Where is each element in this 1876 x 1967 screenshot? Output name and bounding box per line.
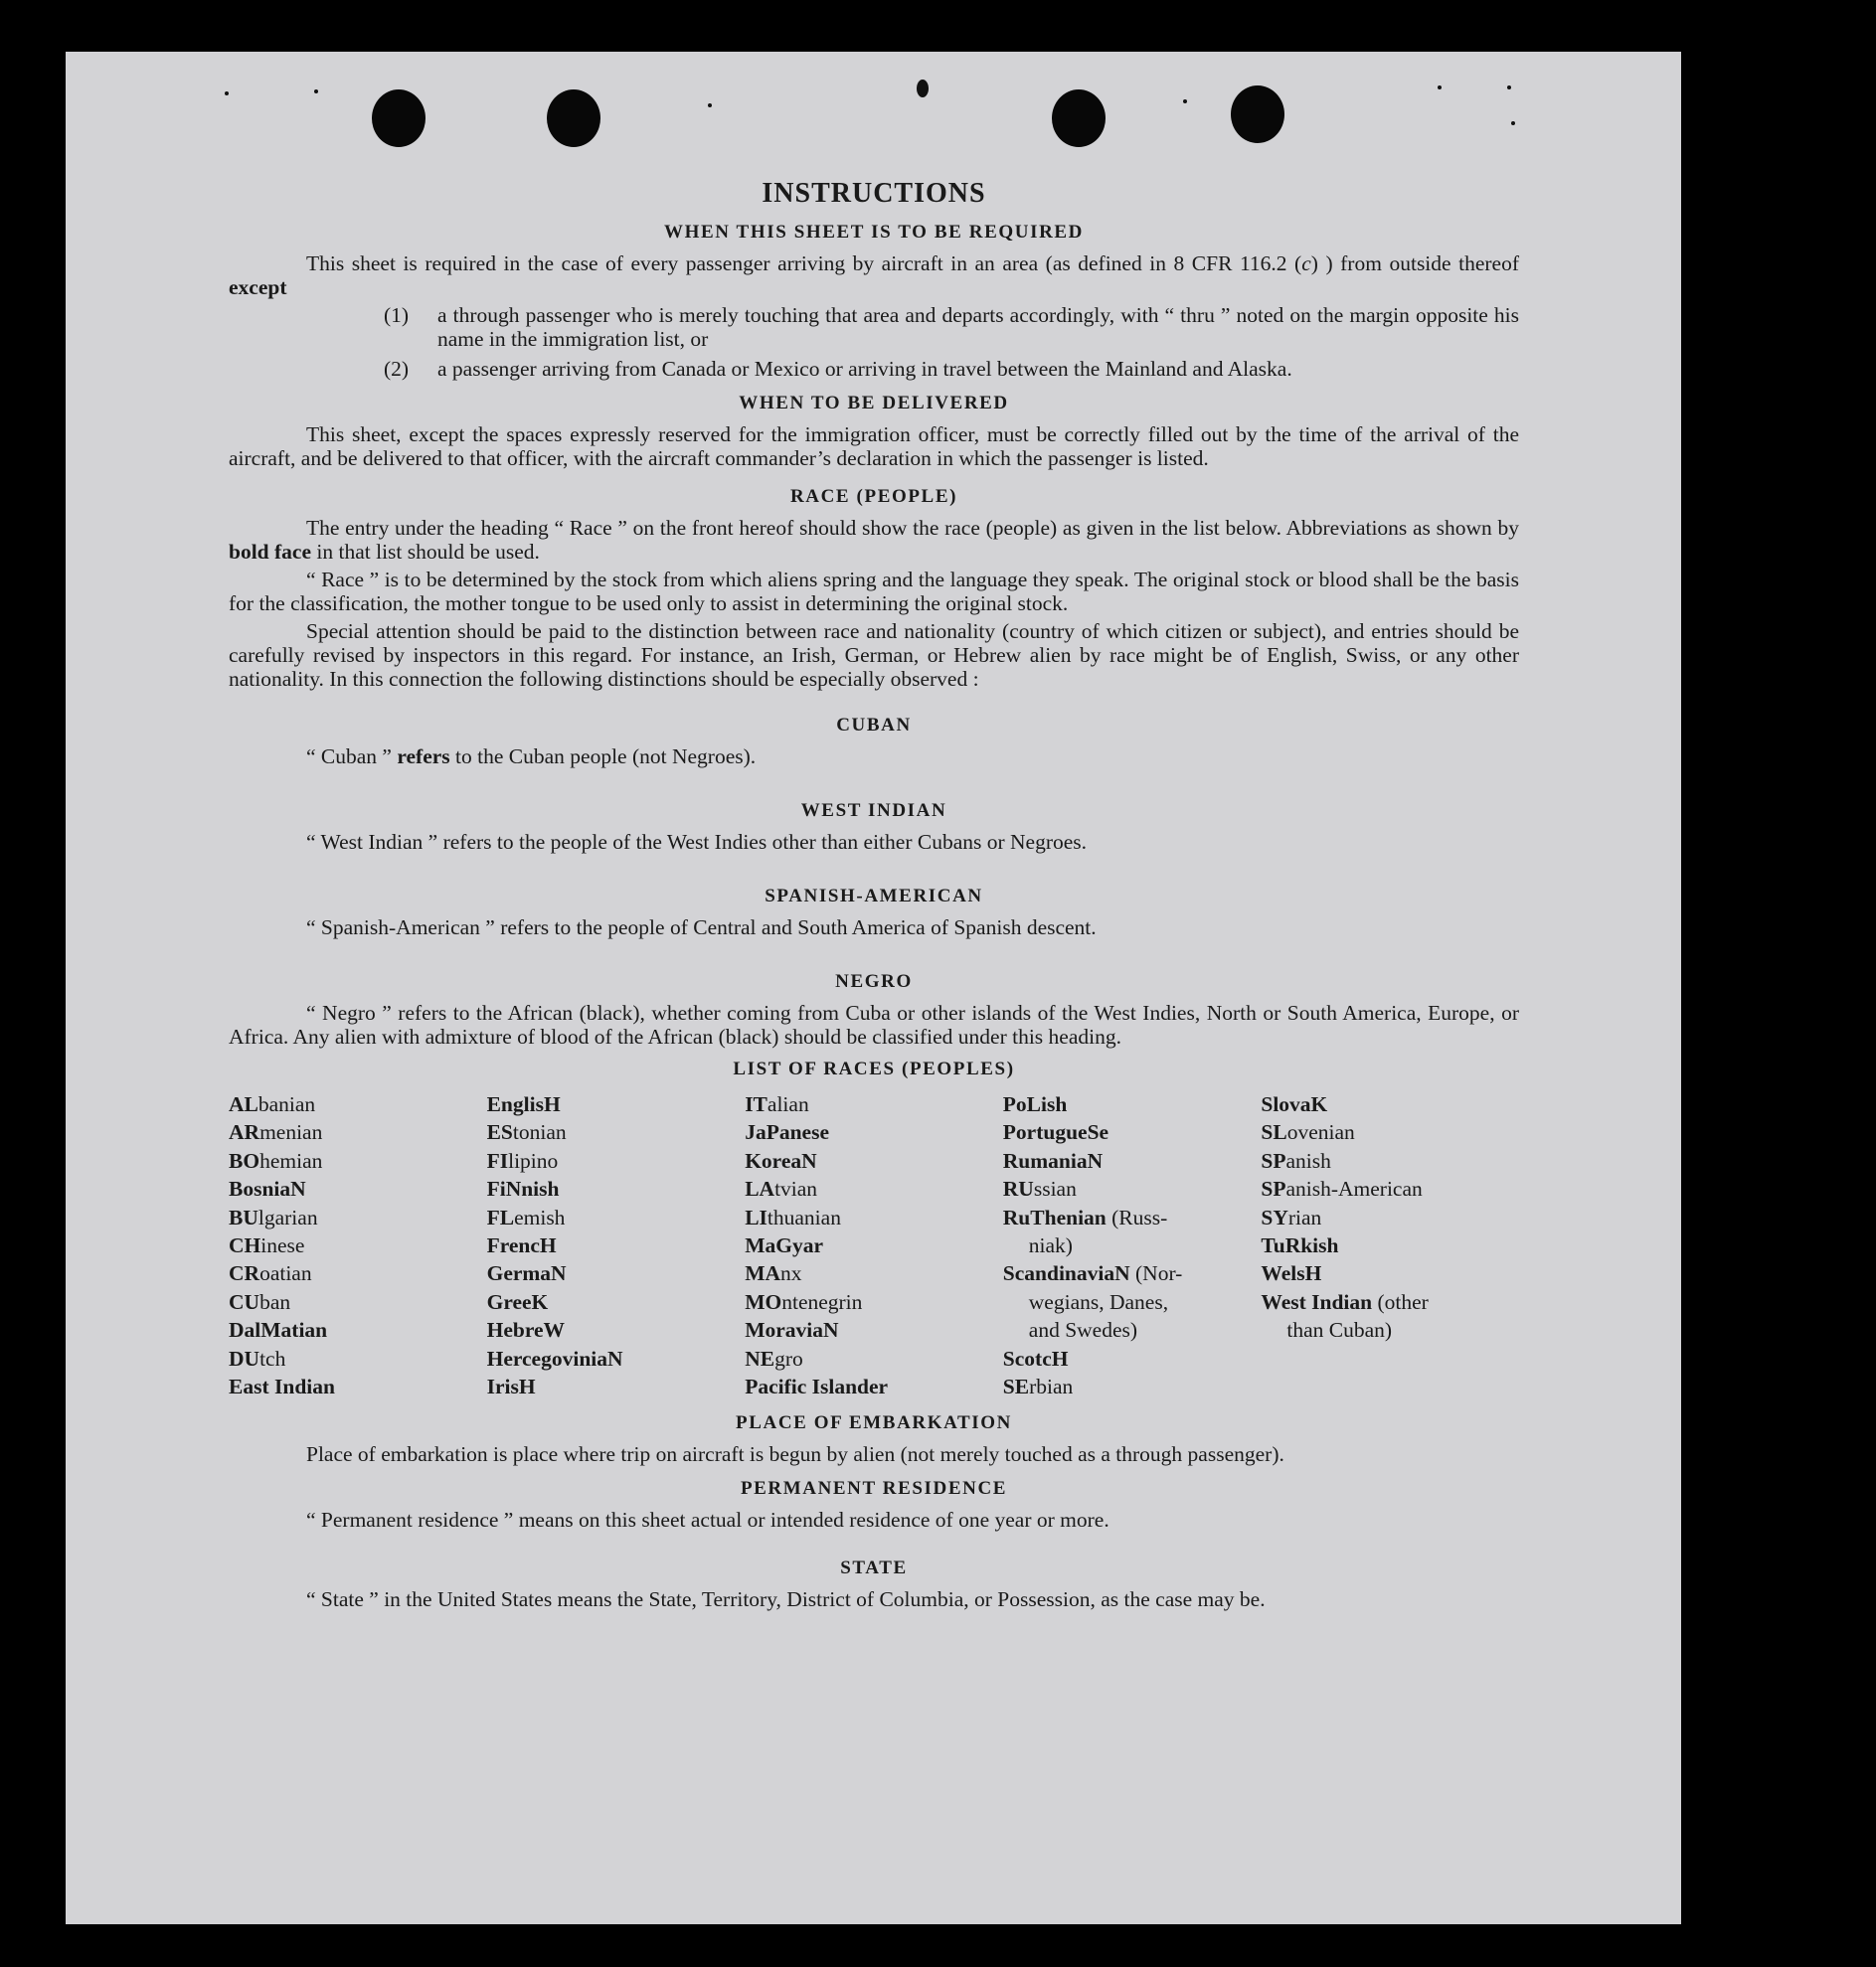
- race-entry: GermaN: [486, 1261, 567, 1286]
- race-entry: BOhemian: [229, 1148, 323, 1173]
- race-entry: MOntenegrin: [745, 1289, 863, 1314]
- races-list: [229, 1090, 1519, 1400]
- punch-hole: [372, 89, 426, 147]
- race-entry: HebreW: [486, 1318, 566, 1343]
- race-entry: wegians, Danes,: [1028, 1289, 1169, 1314]
- west-indian-text: “ West Indian ” refers to the people of the West Indies other than either Cubans or Negroes.: [306, 830, 1088, 854]
- race-entry: CHinese: [229, 1233, 305, 1258]
- heading-west-indian: WEST INDIAN: [800, 800, 947, 821]
- races-column: [487, 1090, 746, 1400]
- race-entry: LAtvian: [745, 1177, 818, 1202]
- races-column: [229, 1090, 487, 1400]
- race-entry: JaPanese: [745, 1120, 829, 1145]
- race-entry: LIthuanian: [745, 1205, 841, 1229]
- race-entry: WelsH: [1261, 1261, 1322, 1286]
- ink-speck: [917, 80, 929, 97]
- heading-residence: PERMANENT RESIDENCE: [740, 1478, 1008, 1500]
- race-entry: East Indian: [229, 1375, 335, 1399]
- race-entry: ScandinaviaN (Nor-: [1002, 1261, 1183, 1286]
- ink-speck: [314, 89, 318, 93]
- race-entry: RumaniaN: [1002, 1148, 1104, 1173]
- embarkation-text: Place of embarkation is place where trip on aircraft is begun by alien (not merely touched as a through passenger).: [306, 1442, 1284, 1467]
- ink-speck: [708, 103, 712, 107]
- race-entry: niak): [1028, 1233, 1073, 1258]
- heading-race: RACE (PEOPLE): [789, 486, 958, 507]
- race-entry: EStonian: [486, 1120, 567, 1145]
- heading-state: STATE: [840, 1557, 908, 1579]
- race-entry: SLovenian: [1261, 1120, 1355, 1145]
- race-entry: BUlgarian: [229, 1205, 318, 1229]
- exception-item: (1) a through passenger who is merely touching that area and departs accordingly, with “ thru ” noted on the margin opposite his name in the immigration list, or: [384, 303, 1519, 351]
- race-entry: KoreaN: [745, 1148, 817, 1173]
- heading-spanish-american: SPANISH-AMERICAN: [765, 886, 983, 906]
- heading-cuban: CUBAN: [836, 715, 912, 736]
- heading-negro: NEGRO: [835, 971, 913, 992]
- race-entry: FIlipino: [486, 1148, 559, 1173]
- race-entry: FrencH: [486, 1233, 557, 1258]
- race-entry: TuRkish: [1261, 1233, 1339, 1258]
- race-entry: CUban: [229, 1289, 291, 1314]
- ink-speck: [1183, 99, 1187, 103]
- punch-hole: [547, 89, 600, 147]
- race-entry: PortugueSe: [1002, 1120, 1109, 1145]
- exception-item: (2) a passenger arriving from Canada or Mexico or arriving in travel between the Mainland and Alaska.: [384, 357, 1292, 381]
- race-entry: MaGyar: [745, 1233, 823, 1258]
- race-entry: HercegoviniaN: [486, 1346, 623, 1371]
- punch-hole: [1231, 85, 1284, 143]
- heading-delivered: WHEN TO BE DELIVERED: [739, 393, 1009, 413]
- race-entry: NEgro: [745, 1346, 803, 1371]
- race-entry: FLemish: [486, 1205, 566, 1229]
- race-entry: SPanish: [1261, 1148, 1331, 1173]
- race-entry: BosniaN: [229, 1177, 306, 1202]
- document-sheet: [66, 52, 1681, 1924]
- race-entry: ARmenian: [229, 1120, 323, 1145]
- heading-required: WHEN THIS SHEET IS TO BE REQUIRED: [663, 222, 1085, 243]
- races-column: [1003, 1090, 1262, 1400]
- instructions-content: [229, 178, 1519, 1611]
- race-entry: RUssian: [1002, 1177, 1077, 1202]
- race-entry: ScotcH: [1002, 1346, 1069, 1371]
- state-text: “ State ” in the United States means the State, Territory, District of Columbia, or Possession, as the case may be.: [306, 1587, 1266, 1612]
- race-entry: ITalian: [745, 1092, 809, 1116]
- ink-speck: [1438, 85, 1442, 89]
- delivered-text: This sheet, except the spaces expressly reserved for the immigration officer, must be correctly filled out by the time of the arrival of the aircraft, and be delivered to that officer, with the aircraft commander’s declaration in which the passenger is listed.: [229, 422, 1519, 470]
- ink-speck: [1507, 85, 1511, 89]
- race-entry: MoraviaN: [745, 1318, 839, 1343]
- race-entry: MAnx: [745, 1261, 802, 1286]
- race-entry: SlovaK: [1261, 1092, 1328, 1116]
- race-entry: FiNnish: [486, 1177, 560, 1202]
- race-entry: DUtch: [229, 1346, 286, 1371]
- race-paragraph-1: The entry under the heading “ Race ” on the front hereof should show the race (people) as given in the list below. Abbreviations as shown by bold face in that list should be used.: [229, 516, 1519, 564]
- ink-speck: [1511, 121, 1515, 125]
- race-entry: SYrian: [1261, 1205, 1322, 1229]
- residence-text: “ Permanent residence ” means on this sheet actual or intended residence of one year or more.: [306, 1508, 1109, 1533]
- race-entry: ALbanian: [229, 1092, 316, 1116]
- race-entry: West Indian (other: [1261, 1289, 1429, 1314]
- spanish-american-text: “ Spanish-American ” refers to the people of Central and South America of Spanish descent.: [306, 915, 1097, 939]
- race-entry: and Swedes): [1028, 1318, 1138, 1343]
- race-entry: CRoatian: [229, 1261, 312, 1286]
- race-entry: IrisH: [486, 1375, 536, 1399]
- race-entry: GreeK: [486, 1289, 549, 1314]
- race-entry: RuThenian (Russ-: [1002, 1205, 1168, 1229]
- exception-list: [229, 303, 1519, 381]
- heading-embarkation: PLACE OF EMBARKATION: [736, 1412, 1012, 1434]
- heading-list-of-races: LIST OF RACES (PEOPLES): [733, 1059, 1015, 1079]
- races-column: [1261, 1090, 1519, 1400]
- race-entry: SPanish-American: [1261, 1177, 1423, 1202]
- race-entry: than Cuban): [1286, 1318, 1393, 1343]
- punch-hole: [1052, 89, 1106, 147]
- race-entry: SErbian: [1002, 1375, 1074, 1399]
- ink-speck: [225, 91, 229, 95]
- races-column: [745, 1090, 1003, 1400]
- race-entry: EnglisH: [486, 1092, 561, 1116]
- race-entry: DalMatian: [229, 1318, 328, 1343]
- race-entry: PoLish: [1002, 1092, 1068, 1116]
- race-entry: Pacific Islander: [745, 1375, 889, 1399]
- required-intro: This sheet is required in the case of every passenger arriving by aircraft in an area (as defined in 8 CFR 116.2 (c) ) from outside thereof except: [229, 251, 1519, 299]
- cuban-text: “ Cuban ” refers to the Cuban people (not Negroes).: [306, 744, 757, 768]
- race-paragraph-2: “ Race ” is to be determined by the stock from which aliens spring and the language they speak. The original stock or blood shall be the basis for the classification, the mother tongue to be used only to assist in determining the original stock.: [229, 568, 1519, 615]
- page-title: INSTRUCTIONS: [762, 178, 986, 209]
- race-paragraph-3: Special attention should be paid to the distinction between race and nationality (country of which citizen or subject), and entries should be carefully revised by inspectors in this regard. For instance, an Irish, German, or Hebrew alien by race might be of English, Swiss, or any other nationality. In this connection the following distinctions should be especially observed :: [229, 619, 1519, 691]
- negro-text: “ Negro ” refers to the African (black), whether coming from Cuba or other islands of the West Indies, North or South America, Europe, or Africa. Any alien with admixture of blood of the African (black) should be classified under this heading.: [229, 1001, 1519, 1049]
